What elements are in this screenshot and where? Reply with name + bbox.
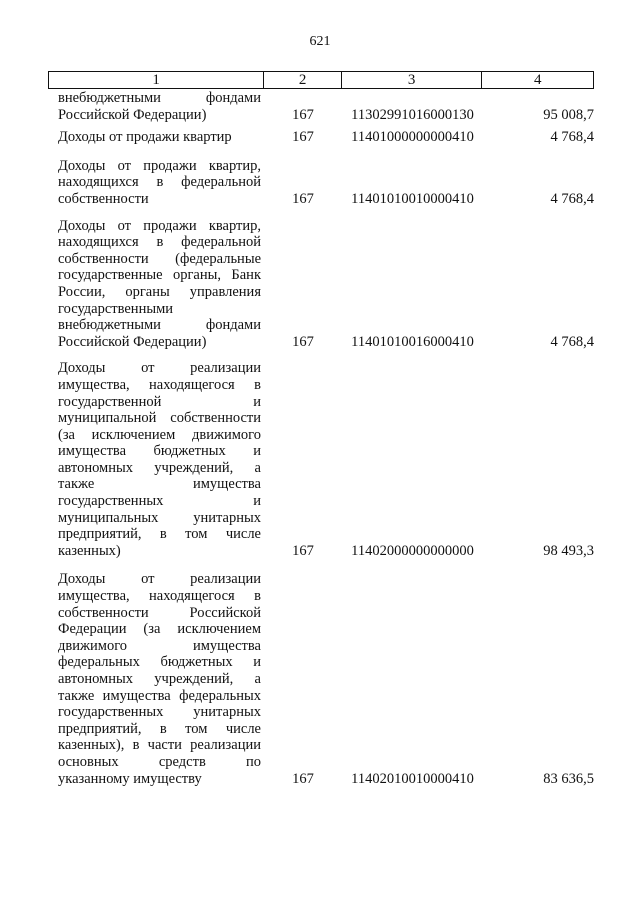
table-row (48, 90, 594, 123)
description-line: указанному имуществу (58, 770, 202, 787)
row-admin-code: 167 (292, 190, 314, 207)
description-line: основных средств по (58, 753, 261, 770)
description-line: внебюджетными фондами (58, 317, 261, 334)
description-line: Доходы от реализации (58, 571, 261, 588)
description-line: государственных унитарных (58, 704, 261, 721)
table-row (48, 360, 594, 559)
row-amount: 4 768,4 (550, 333, 594, 350)
row-description (48, 129, 264, 146)
description-line: государственных и (58, 493, 261, 510)
row-budget-code: 11401010016000410 (351, 333, 474, 350)
description-line: движимого имущества (58, 637, 261, 654)
description-line: автономных учреждений, а (58, 459, 261, 476)
description-line: также имущества федеральных (58, 687, 261, 704)
row-amount: 98 493,3 (543, 542, 594, 559)
description-line: Доходы от продажи квартир (58, 129, 232, 146)
row-description (48, 360, 264, 559)
description-line: собственности (федеральные (58, 250, 261, 267)
header-col-2: 2 (264, 72, 342, 88)
row-admin-code: 167 (292, 770, 314, 787)
description-line: Российской Федерации) (58, 106, 207, 123)
row-budget-code: 11401010010000410 (351, 190, 474, 207)
row-description (48, 90, 264, 123)
page-number: 621 (309, 34, 331, 49)
description-line: предприятий, в том числе (58, 526, 261, 543)
description-line: имущества бюджетных и (58, 443, 261, 460)
description-line: муниципальной собственности (58, 410, 261, 427)
header-col-1: 1 (49, 72, 264, 88)
description-line: имущества, находящегося в (58, 588, 261, 605)
description-line: муниципальных унитарных (58, 509, 261, 526)
description-line: также имущества (58, 476, 261, 493)
description-line: России, органы управления (58, 283, 261, 300)
description-line: Федерации (за исключением (58, 621, 261, 638)
description-line: казенных), в части реализации (58, 737, 261, 754)
description-line: государственной и (58, 393, 261, 410)
header-col-3: 3 (342, 72, 482, 88)
description-line: имущества, находящегося в (58, 376, 261, 393)
row-amount: 4 768,4 (550, 129, 594, 146)
row-description (48, 218, 264, 351)
row-admin-code: 167 (292, 129, 314, 146)
description-line: государственными (58, 300, 174, 317)
row-amount: 83 636,5 (543, 770, 594, 787)
row-description (48, 158, 264, 208)
row-admin-code: 167 (292, 333, 314, 350)
row-amount: 95 008,7 (543, 106, 594, 123)
description-line: внебюджетными фондами (58, 90, 261, 106)
description-line: собственности Российской (58, 604, 261, 621)
table-row (48, 158, 594, 208)
description-line: Доходы от продажи квартир, (58, 157, 261, 174)
row-admin-code: 167 (292, 106, 314, 123)
table-row (48, 129, 594, 146)
header-col-4: 4 (533, 71, 542, 88)
table-body (48, 90, 594, 787)
table-row (48, 218, 594, 351)
row-budget-code: 11302991016000130 (351, 106, 474, 123)
table-header (48, 71, 594, 89)
row-description (48, 571, 264, 787)
description-line: Доходы от реализации (58, 360, 261, 377)
description-line: Российской Федерации) (58, 333, 207, 350)
table-row (48, 571, 594, 787)
description-line: собственности (58, 190, 149, 207)
description-line: находящихся в федеральной (58, 234, 261, 251)
description-line: Доходы от продажи квартир, (58, 217, 261, 234)
row-budget-code: 11402000000000000 (351, 542, 474, 559)
row-amount: 4 768,4 (550, 190, 594, 207)
description-line: автономных учреждений, а (58, 671, 261, 687)
row-budget-code: 11401000000000410 (351, 129, 474, 146)
description-line: находящихся в федеральной (58, 174, 261, 191)
description-line: федеральных бюджетных и (58, 654, 261, 671)
description-line: предприятий, в том числе (58, 720, 261, 737)
description-line: казенных) (58, 542, 121, 559)
row-budget-code: 11402010010000410 (351, 770, 474, 787)
row-admin-code: 167 (292, 542, 314, 559)
description-line: (за исключением движимого (58, 426, 261, 443)
description-line: государственные органы, Банк (58, 267, 261, 284)
